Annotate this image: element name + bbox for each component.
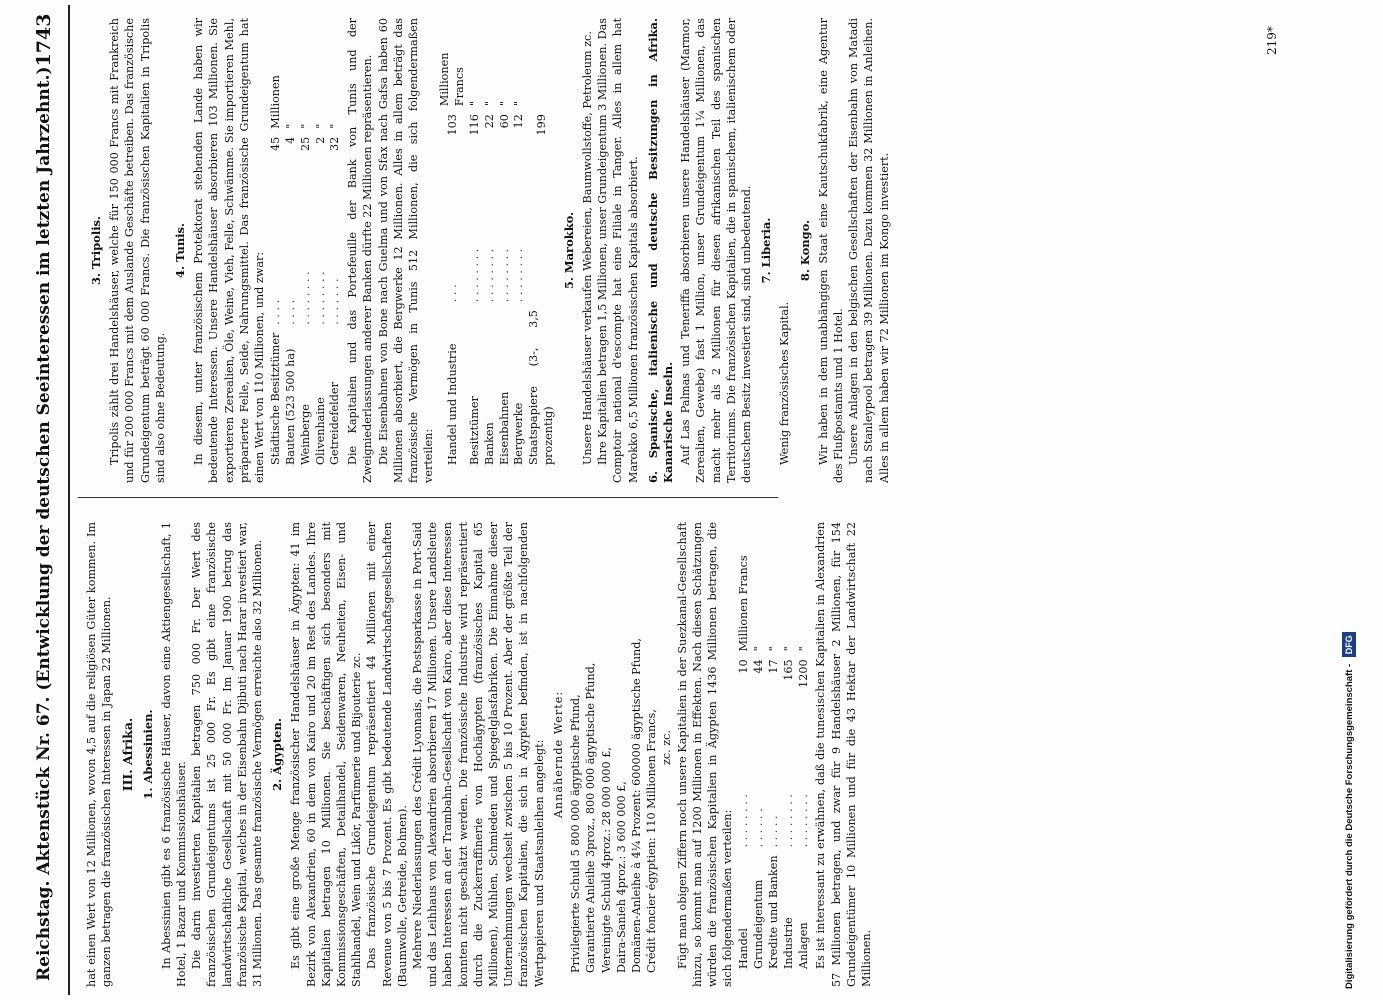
dfg-logo: DFG: [1342, 632, 1356, 657]
paragraph: Unsere Handelshäuser verkaufen Webereien, Baumwollstoffe, Petroleum zc.: [581, 31, 595, 465]
row-label: Kredite und Banken: [766, 855, 780, 969]
paragraph: Fügt man obigen Ziffern noch unsere Kapitalien in der Suezkanal-Gesellschaft hinzu, so kommt man auf 1200 Millionen in Effekten. Nach diesen Schätzungen würden die französischen Kapitalien in Ägypten 1436 Millionen betragen, die sich folgendermaßen verteilen:: [675, 522, 735, 987]
row-value: 165: [781, 659, 795, 681]
paragraph: Die darin investierten Kapitalien betragen 750 000 Fr. Der Wert des französischen Grundeigentums ist 25 000 Fr. Es gibt eine französische landwirtschaftliche Gesellschaft mit 50 000 Fr. Im Januar 1900 betrug das französische Kapital, welches in der Eisenbahn Djibuti nach Harar investiert war, 31 Millionen. Das gesamte französische Vermögen erreichte also 32 Millionen.: [190, 522, 265, 987]
list-item: Daira-Sanieh 4proz.: 3 600 000 £,: [614, 781, 628, 973]
table-row: Eisenbahnen . . . . . . . . 60 ": [498, 18, 513, 469]
securities-list: [568, 522, 674, 987]
row-unit: [527, 18, 557, 110]
row-unit: ": [766, 646, 780, 652]
row-value: 12: [512, 114, 526, 129]
row-unit: ": [482, 100, 496, 107]
row-value: 2: [313, 136, 327, 144]
row-value: 103: [445, 114, 459, 136]
paragraph: Auf Las Palmas und Teneriffa absorbieren unsere Handelshäuser (Marmor, Zerealien, Gewebe) fast 1 Million, unser Grundeigentum 1¼ Millionen, das macht mehr als 2 Millionen für diesen afrikanischen Teil des spanischen Territoriums. Die französischen Kapitalien, die in spanischem, italienischem oder deutschem Besitz investiert sind, sind unbedeutend.: [679, 18, 754, 483]
tunis-capital-table: [438, 18, 556, 469]
row-value: 25: [298, 136, 312, 151]
row-unit: Millionen Francs: [737, 555, 751, 652]
paragraph: In Abessinien gibt es 6 französische Häuser, davon eine Aktiengesellschaft, 1 Hotel, 1 Bazar und Kommissionshäuser.: [159, 522, 189, 987]
row-unit: ": [328, 123, 342, 129]
table-row: Weinberge . . . . . . . . 25 ": [299, 71, 314, 469]
page-mark: 219*: [1265, 26, 1279, 55]
row-unit: ": [781, 646, 795, 652]
paragraph: Wenig französisches Kapital.: [778, 301, 792, 465]
table-row: Industrie . . . . . . . . 165 ": [782, 551, 797, 973]
list-item: Garantierte Anleihe 3proz., 800 000 ägyptische Pfund,: [584, 662, 598, 973]
subsection-heading: 8. Kongo.: [797, 219, 812, 282]
paragraph: Das französische Grundeigentum repräsentiert 44 Millionen mit einer Revenue von 5 bis 7 Prozent. Es gibt bedeutende Landwirtschaftsgesellschaften (Baumwolle, Getreide, Bohnen).: [365, 522, 409, 987]
paragraph: In diesem, unter französischem Protektorat stehenden Lande haben wir bedeutende Interessen. Unsere Handelshäuser absorbieren 103 Millionen. Sie exportieren Zerealien, Öle, Weine, Vieh, Felle, Schwämme. Sie importieren Mehl, präparierte Felle, Seide, Nahrungsmittel. Das französische Grundeigentum hat einen Wert von 110 Millionen, und zwar:: [192, 18, 267, 483]
paragraph: Es ist interessant zu erwähnen, daß die tunesischen Kapitalien in Alexandrien 57 Millionen betragen, und zwar für 9 Handelshäuser 2 Millionen, für 154 Grundeigentümer 10 Millionen und für die 43 Hektar der Landwirtschaft 22 Millionen.: [814, 522, 873, 987]
row-label: Städtische Besitztümer: [269, 332, 283, 465]
row-label: Olivenhaine: [313, 397, 327, 465]
row-unit: Millionen: [269, 75, 283, 129]
row-value: 1200: [796, 659, 810, 688]
subsection-heading: 5. Marokko.: [561, 211, 576, 290]
row-label: Handel und Industrie: [445, 343, 459, 465]
subsection-heading: 1. Abessinien.: [140, 709, 155, 800]
row-label: Banken: [482, 422, 496, 465]
paragraph: Die Kapitalien und das Portefeuille der Bank von Tunis und der Zweigniederlassungen anderer Banken dürfte 22 Millionen repräsentieren.: [346, 18, 375, 483]
table-row: Anlagen . . . . . . . . 1200 ": [797, 551, 812, 973]
row-unit: ": [497, 100, 511, 107]
paragraph: Die Eisenbahnen von Bone nach Guelma und von Sfax nach Gafsa haben 60 Millionen absorbiert, die Bergwerke 12 Millionen. Alles in allem beträgt das französische Vermögen in Tunis 512 Millionen, die sich folgendermaßen verteilen:: [376, 18, 436, 483]
row-unit: ": [284, 123, 298, 129]
page-header: [20, 5, 70, 995]
header-title: Reichstag. Aktenstück Nr. 67. (Entwicklung der deutschen Seeinteressen im letzten Jahrzehnt.): [34, 66, 54, 981]
row-value: 22: [482, 114, 496, 129]
table-row: Kredite und Banken . . . . . 17 ": [767, 551, 782, 973]
rotated-sheet: [20, 5, 1360, 995]
table-row: Bauten (523 500 ha) . . . . 4 ": [284, 71, 299, 469]
subsection-heading: 3. Tripolis.: [89, 215, 103, 286]
paragraph: Es gibt eine große Menge französischer Handelshäuser in Ägypten: 41 im Bezirk von Alexandrien, 60 in dem von Kairo und 20 im Rest des Landes. Ihre Kapitalien betragen 10 Millionen. Sie beschäftigen sich besonders mit Kommissionsgeschäften, Detailhandel, Seidenwaren, Neuheiten, Eisen- und Stahlhandel, Wein und Likör, Parfümerie und Bijouterie zc.: [289, 522, 364, 987]
row-label: Weinberge: [298, 404, 312, 465]
row-unit: ": [313, 123, 327, 129]
table-row: Handel und Industrie . . . 103 Millionen Francs: [438, 18, 468, 469]
row-value: 4: [284, 136, 298, 144]
paragraph: Wir haben in dem unabhängigen Staat eine Kautschukfabrik, eine Agentur des Flußpostamts und 1 Hotel.: [816, 18, 846, 483]
section-heading: III. Afrika.: [120, 717, 136, 792]
subsection-heading: 4. Tunis.: [173, 222, 188, 279]
right-column: [84, 18, 892, 483]
list-item: zc. zc.: [660, 730, 674, 765]
table-row: [527, 18, 557, 469]
table-row: Getreidefelder . . . . . . . 32 ": [328, 71, 343, 469]
list-item: Privilegierte Schuld 5 800 000 ägyptische Pfund,: [569, 694, 583, 973]
row-label: Handel: [737, 928, 751, 969]
footer-text: Digitalisierung gefördert durch die Deutsche Forschungsgemeinschaft -: [1344, 663, 1355, 989]
row-label: Eisenbahnen: [497, 391, 511, 465]
table-row: Banken . . . . . . . . 22 ": [483, 18, 498, 469]
table-row: Grundeigentum . . . . . . 44 ": [752, 551, 767, 973]
subsection-heading: 7. Liberia.: [759, 217, 774, 284]
row-value: 45: [269, 136, 283, 151]
row-label: Bergwerke: [512, 402, 526, 465]
row-label: Bauten (523 500 ha): [284, 348, 298, 465]
table-row: Bergwerke . . . . . . . . 12 ": [512, 18, 527, 469]
row-value: 10: [737, 659, 751, 674]
row-label: Industrie: [781, 917, 795, 969]
paragraph: hat einen Wert von 12 Millionen, wovon 4,5 auf die religiösen Güter kommen. Im ganzen betragen die französischen Interessen in Japan 22 Millionen.: [85, 522, 114, 987]
row-label: Besitztümer: [468, 396, 482, 465]
row-label: Staatspapiere (3-, 3,5 prozentig): [527, 310, 556, 465]
row-label: Anlagen: [796, 922, 810, 969]
list-item: Crédit foncier égyptien: 110 Millionen Francs,: [645, 709, 659, 973]
row-unit: ": [512, 100, 526, 107]
column-divider: [78, 497, 778, 498]
row-unit: ": [796, 646, 810, 652]
row-value: 17: [766, 659, 780, 674]
table-row: Handel . . . . . . . . 10 Millionen Francs: [737, 551, 752, 973]
left-column: [84, 522, 874, 987]
paragraph: Unsere Anlagen in den belgischen Gesellschaften der Eisenbahn von Matadi nach Stanleypool betragen 39 Millionen. Dazu kommen 32 Millionen in Anleihen. Alles in allem haben wir 72 Millionen im Kongo investiert.: [847, 18, 891, 483]
row-unit: ": [752, 646, 766, 652]
row-label: Grundeigentum: [752, 879, 766, 969]
list-caption: Annähernde Werte:: [551, 690, 565, 819]
row-unit: ": [298, 123, 312, 129]
row-value: 199: [534, 114, 548, 136]
row-label: Getreidefelder: [328, 382, 342, 465]
row-value: 116: [468, 114, 482, 136]
paragraph: Ihre Kapitalien betragen 1,5 Millionen, unser Grundeigentum 3 Millionen. Das Comptoir national d'escompte hat eine Filiale in Tanger. Alles in allem hat Marokko 6,5 Millionen französischen Kapitals absorbiert.: [596, 18, 640, 483]
list-item: Vereinigte Schuld 4proz.: 28 000 000 £,: [599, 747, 613, 973]
row-value: 60: [497, 114, 511, 129]
paragraph: Tripolis zählt drei Handelshäuser, welche für 150 000 Francs mit Frankreich und für 200 000 Francs mit dem Auslande Geschäfte betreiben. Das französische Grundeigentum beträgt 60 000 Francs. Die französischen Kapitalien in Tripolis sind also ohne Bedeutung.: [108, 18, 167, 483]
paragraph: Mehrere Niederlassungen des Crédit Lyonnais, die Postsparkasse in Port-Said und das Leihhaus von Alexandrien absorbieren 17 Millionen. Unsere Landsleute haben Interessen an der Trambahn-Gesellschaft von Kairo, aber diese Interessen konnten nicht geschätzt werden. Die französische Industrie wird repräsentiert durch die Zuckerraffinerie von Hochägypten (französisches Kapital 65 Millionen), Mühlen, Schmieden und Spiegelglasfabriken. Die Einnahme dieser Unternehmungen wechselt zwischen 5 bis 10 Prozent. Aber der größte Teil der französischen Kapitalien, die sich in Ägypten befinden, ist in nachfolgenden Wertpapieren und Staatsanleihen angelegt:: [411, 522, 546, 987]
subsection-heading: 6. Spanische, italienische und deutsche Besitzungen in Afrika. Kanarische Inseln.: [645, 18, 676, 483]
subsection-heading: 2. Ägypten.: [270, 718, 285, 791]
row-unit: ": [468, 100, 482, 107]
egypt-capital-table: [737, 551, 811, 973]
list-item: Domänen-Anleihe à 4¼ Prozent: 600000 ägyptische Pfund,: [629, 638, 643, 973]
table-row: Besitztümer . . . . . . . . 116 ": [468, 18, 483, 469]
row-unit: Millionen Francs: [438, 52, 467, 107]
page-number: 1743: [33, 13, 55, 67]
row-value: 32: [328, 136, 342, 151]
row-value: 44: [752, 659, 766, 674]
table-row: Städtische Besitztümer . . . . 45 Millionen: [269, 71, 284, 469]
table-row: Olivenhaine . . . . . . . . 2 ": [314, 71, 329, 469]
tunis-property-table: [269, 71, 343, 469]
digitization-footer: [1340, 5, 1360, 995]
